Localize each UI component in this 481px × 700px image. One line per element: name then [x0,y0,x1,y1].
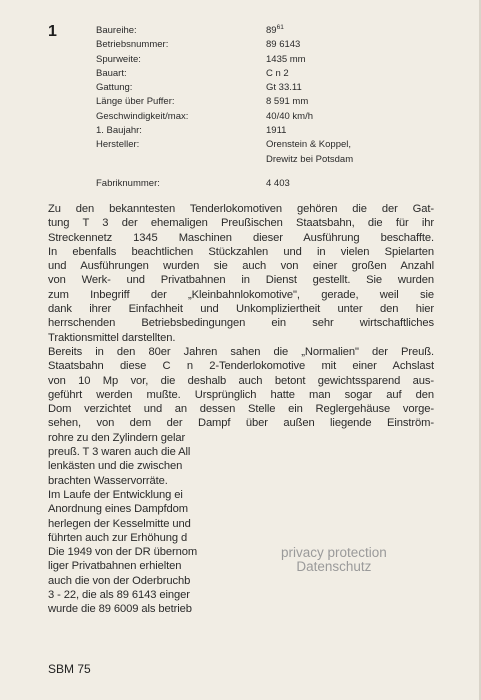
body-line: herrschenden Betriebsbedingungen ein sehr wirtschaftliches [48,317,434,330]
spec-label: Geschwindigkeit/max: [96,110,189,122]
privacy-line1: privacy protection [281,545,387,560]
body-line: zum Inbegriff der „Kleinbahnlokomotive", gerade, weil sie [48,288,434,301]
spec-value: C n 2 [266,67,289,79]
body-line: lenkästen und die zwischen [48,460,183,473]
body-line: dank ihrer Einfachheit und Unkompliziertheit unter den hier [48,303,434,316]
spec-label: 1. Baujahr: [96,125,142,137]
body-line: Im Laufe der Entwicklung ei [48,488,183,501]
body-line: auch die von der Oderbruchb [48,574,191,587]
spec-table [96,24,466,191]
spec-value-sup: 61 [276,23,284,31]
spec-row-laenge [96,95,466,109]
spec-label: Fabriknummer: [96,177,160,189]
body-line: brachten Wasservorräte. [48,474,168,487]
spec-value-line2: Drewitz bei Potsdam [266,153,354,165]
body-line: liger Privatbahnen erhielten [48,560,182,573]
spec-label: Hersteller: [96,139,140,151]
privacy-mask [236,430,481,630]
spec-row-baureihe [96,24,466,38]
spec-label: Baureihe: [96,25,137,36]
privacy-watermark [281,546,387,574]
body-line: In ebenfalls beachtlichen Stückzahlen und in vielen Spielarten [48,245,434,258]
body-line: preuß. T 3 waren auch die All [48,446,191,459]
spec-value: 1435 mm [266,53,306,65]
spec-value: 89 6143 [266,39,301,51]
spec-value: $89^{61}$ [266,23,284,36]
spec-row-betriebsnummer [96,38,466,52]
body-line: und Ausführungen wurden sie auch von einer großen Anzahl [48,260,434,273]
body-line: Anordnung eines Dampfdom [48,503,189,516]
privacy-line2: Datenschutz [296,559,372,574]
body-line: sehen, von dem der Dampf über außen liegende Einström- [48,417,434,430]
spec-row-hersteller [96,138,466,167]
spec-value: 1911 [266,125,287,137]
spec-value: 4 403 [266,177,290,189]
body-line: Streckennetz 1345 Maschinen dieser Ausführung beschaffte. [48,231,434,244]
body-line: rohre zu den Zylindern gelar [48,431,186,444]
body-line: tung T 3 der ehemaligen Preußischen Staatsbahn, die für ihr [48,217,434,230]
spec-row-baujahr [96,124,466,138]
spec-label: Länge über Puffer: [96,96,175,108]
spec-value: Orenstein & Koppel, [266,139,352,151]
spec-label: Bauart: [96,67,127,79]
spec-row-bauart [96,67,466,81]
body-line: herlegen der Kesselmitte und [48,517,191,530]
spec-label: Gattung: [96,82,133,94]
spec-row-spurweite [96,53,466,67]
spec-value: 8 591 mm [266,96,309,108]
catalog-code: SBM 75 [48,662,91,676]
body-line: Die 1949 von der DR übernom [48,546,198,559]
spec-row-fabriknummer [96,177,466,191]
body-line: geführt werden mußte. Ursprünglich hatte man sogar auf den [48,388,434,401]
card-number: 1 [48,23,57,40]
spec-label: Betriebsnummer: [96,39,169,51]
body-line: 3 - 22, die als 89 6143 einger [48,589,190,602]
spec-value: 40/40 km/h [266,110,313,122]
spec-value: Gt 33.11 [266,82,302,94]
body-line: Staatsbahn diese C n 2-Tenderlokomotive mit einer Achslast [48,360,434,373]
body-line: Dom verzichtet und an dessen Stelle ein Reglergehäuse vorge- [48,403,434,416]
body-line: von 10 Mp vor, die deshalb auch betont gewichtssparend aus- [48,374,434,387]
body-line: Bereits in den 80er Jahren sahen die „Normalien" der Preuß. [48,345,434,358]
body-line: von Werk- und Privatbahnen in Dienst gestellt. Sie wurden [48,274,434,287]
body-line: wurde die 89 6009 als betrieb [48,603,192,616]
body-line: führten auch zur Erhöhung d [48,531,188,544]
body-line: Traktionsmittel darstellten. [48,331,176,344]
body-line: Zu den bekanntesten Tenderlokomotiven gehören die der Gat- [48,203,434,215]
spec-label: Spurweite: [96,53,141,65]
spec-row-geschwindigkeit [96,110,466,124]
spec-row-gattung [96,81,466,95]
